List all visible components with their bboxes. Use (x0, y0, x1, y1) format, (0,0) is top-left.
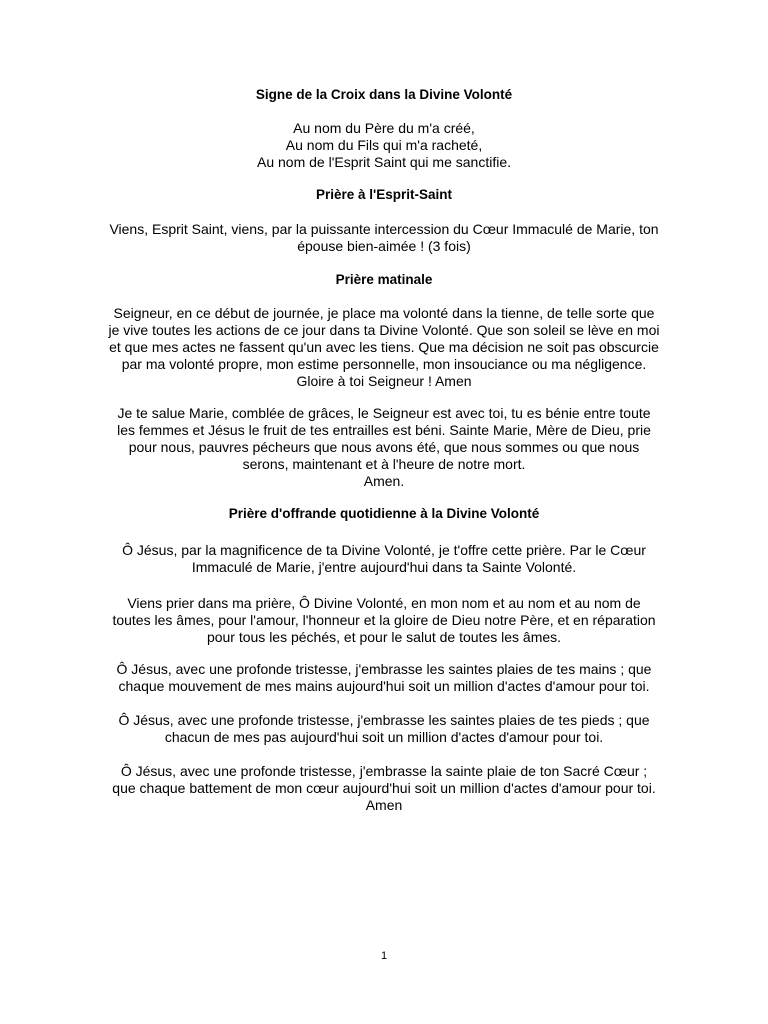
document-title: Signe de la Croix dans la Divine Volonté (255, 87, 513, 102)
offrande-paragraph-1: Ô Jésus, par la magnificence de ta Divine Volonté, je t'offre cette prière. Par le Cœur Immaculé de Marie, j'entre aujourd'hui dans ta Sainte Volonté. (122, 542, 646, 575)
page-number: 1 (380, 950, 388, 962)
priere-esprit-saint-text: Viens, Esprit Saint, viens, par la puissante intercession du Cœur Immaculé de Marie, ton épouse bien-aimée ! (3 fois) (109, 221, 659, 254)
priere-matinale-text: Seigneur, en ce début de journée, je place ma volonté dans la tienne, de telle sorte que je vive toutes les actions de ce jour dans ta Divine Volonté. Que son soleil se lève en moi et que mes actes ne fassent qu'un avec les tiens. Que ma décision ne soit pas obscurcie par ma volonté propre, mon estime personnelle, mon insouciance ou ma négligence. Gloire à toi Seigneur ! Amen (108, 305, 660, 389)
heading-priere-matinale: Prière matinale (335, 272, 433, 287)
sign-of-cross-text: Au nom du Père du m'a créé, Au nom du Fils qui m'a racheté, Au nom de l'Esprit Saint qui me sanctifie. (256, 120, 512, 170)
offrande-paragraph-4: Ô Jésus, avec une profonde tristesse, j'embrasse les saintes plaies de tes pieds ; que chacun de mes pas aujourd'hui soit un million d'actes d'amour pour toi. (118, 712, 650, 745)
offrande-paragraph-2: Viens prier dans ma prière, Ô Divine Volonté, en mon nom et au nom et au nom de toutes les âmes, pour l'amour, l'honneur et la gloire de Dieu notre Père, et en réparation pour tous les péchés, et pour le salut de toutes les âmes. (112, 595, 656, 645)
offrande-paragraph-5: Ô Jésus, avec une profonde tristesse, j'embrasse la sainte plaie de ton Sacré Cœur ; que chaque battement de mon cœur aujourd'hui soit un million d'actes d'amour pour toi. Amen (112, 763, 656, 813)
heading-priere-offrande: Prière d'offrande quotidienne à la Divine Volonté (228, 506, 540, 521)
offrande-paragraph-3: Ô Jésus, avec une profonde tristesse, j'embrasse les saintes plaies de tes mains ; que chaque mouvement de mes mains aujourd'hui soit un million d'actes d'amour pour toi. (116, 661, 652, 694)
je-te-salue-marie-text: Je te salue Marie, comblée de grâces, le Seigneur est avec toi, tu es bénie entre toute les femmes et Jésus le fruit de tes entrailles est béni. Sainte Marie, Mère de Dieu, prie pour nous, pauvres pécheurs que nous avons été, que nous sommes ou que nous serons, maintenant et à l'heure de notre mort. Amen. (117, 405, 651, 489)
heading-priere-esprit-saint: Prière à l'Esprit-Saint (315, 187, 452, 202)
